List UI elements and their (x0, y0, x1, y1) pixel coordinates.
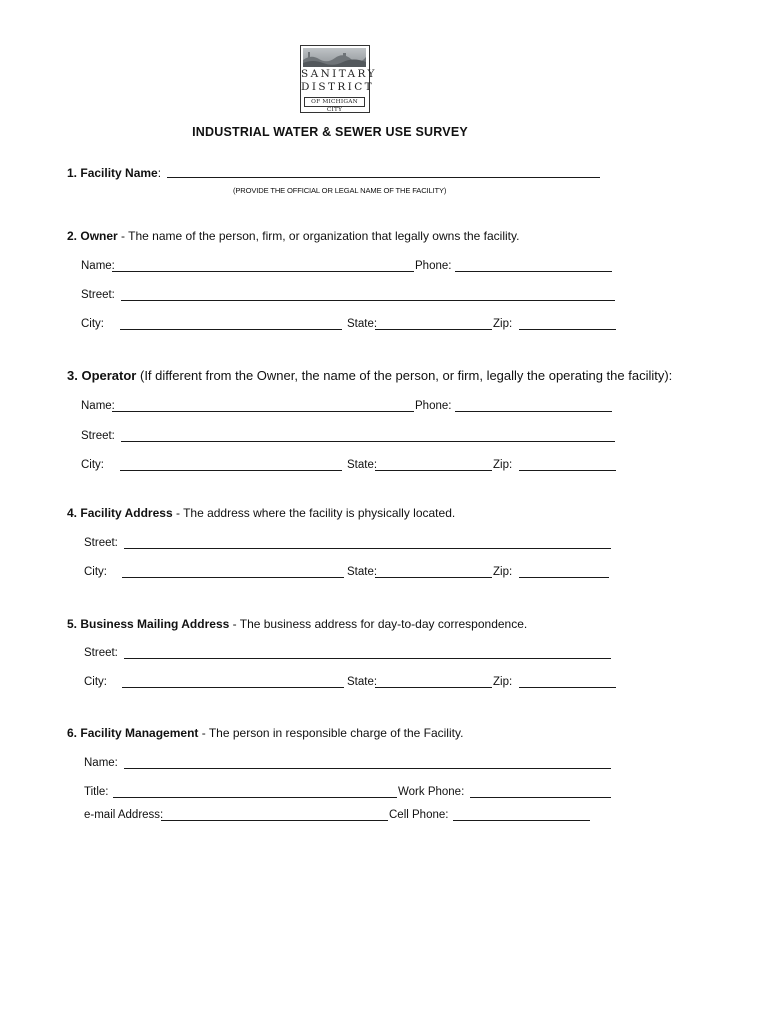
section6-heading (67, 726, 463, 741)
mailing-street-label: Street: (84, 647, 118, 659)
mailing-zip-label: Zip: (493, 676, 513, 688)
manager-work-phone-label: Work Phone: (398, 786, 465, 798)
manager-email-field[interactable] (161, 820, 388, 821)
section6-title: Facility Management (80, 726, 199, 740)
facility-street-field[interactable] (124, 548, 611, 549)
operator-city-label: City: (81, 459, 104, 471)
section4-title: Facility Address (80, 506, 173, 520)
section3-heading (67, 368, 672, 383)
section2-number: 2. (67, 229, 78, 243)
operator-phone-label: Phone: (415, 400, 452, 412)
facility-street-label: Street: (84, 537, 118, 549)
page-title: INDUSTRIAL WATER & SEWER USE SURVEY (192, 125, 468, 139)
owner-phone-field[interactable] (455, 271, 612, 272)
manager-cell-phone-label: Cell Phone: (389, 809, 449, 821)
section4-heading (67, 506, 455, 521)
owner-street-field[interactable] (121, 300, 615, 301)
operator-city-field[interactable] (120, 470, 342, 471)
facility-state-label: State: (347, 566, 378, 578)
operator-zip-label: Zip: (493, 459, 513, 471)
facility-city-label: City: (84, 566, 107, 578)
section5-description: - The business address for day-to-day correspondence. (229, 617, 528, 631)
owner-state-field[interactable] (375, 329, 492, 330)
mailing-zip-field[interactable] (519, 687, 616, 688)
owner-street-label: Street: (81, 289, 115, 301)
facility-city-field[interactable] (122, 577, 344, 578)
owner-state-label: State: (347, 318, 378, 330)
section5-heading (67, 617, 527, 632)
operator-street-field[interactable] (121, 441, 615, 442)
mailing-city-field[interactable] (122, 687, 344, 688)
manager-cell-phone-field[interactable] (453, 820, 590, 821)
section1-heading (67, 166, 161, 181)
operator-state-label: State: (347, 459, 378, 471)
sanitary-district-logo (300, 45, 377, 113)
owner-zip-label: Zip: (493, 318, 513, 330)
section4-number: 4. (67, 506, 78, 520)
section2-description: - The name of the person, firm, or organization that legally owns the facility. (117, 229, 520, 243)
facility-zip-label: Zip: (493, 566, 513, 578)
manager-title-field[interactable] (113, 797, 397, 798)
section6-number: 6. (67, 726, 78, 740)
section2-title: Owner (80, 229, 118, 243)
section3-number: 3. (67, 368, 78, 383)
mailing-state-field[interactable] (375, 687, 492, 688)
owner-name-label: Name: (81, 260, 115, 272)
section3-title: Operator (81, 368, 137, 383)
owner-phone-label: Phone: (415, 260, 452, 272)
logo-text-district: DISTRICT (301, 81, 375, 93)
owner-city-label: City: (81, 318, 104, 330)
operator-zip-field[interactable] (519, 470, 616, 471)
facility-state-field[interactable] (375, 577, 492, 578)
operator-street-label: Street: (81, 430, 115, 442)
section1-title: Facility Name (80, 166, 158, 180)
operator-name-field[interactable] (112, 411, 414, 412)
manager-work-phone-field[interactable] (470, 797, 611, 798)
mailing-city-label: City: (84, 676, 107, 688)
operator-state-field[interactable] (375, 470, 492, 471)
section3-description: (If different from the Owner, the name of the person, or firm, legally the operating the facility): (136, 368, 673, 383)
skyline-graphic (303, 48, 366, 67)
section1-colon: : (157, 166, 162, 180)
mailing-street-field[interactable] (124, 658, 611, 659)
manager-name-label: Name: (84, 757, 118, 769)
facility-name-note: (PROVIDE THE OFFICIAL OR LEGAL NAME OF THE FACILITY) (233, 186, 447, 195)
section5-number: 5. (67, 617, 78, 631)
owner-name-field[interactable] (112, 271, 414, 272)
logo-text-sanitary: SANITARY (301, 68, 377, 80)
operator-name-label: Name: (81, 400, 115, 412)
manager-title-label: Title: (84, 786, 109, 798)
manager-email-label: e-mail Address: (84, 809, 164, 821)
section2-heading (67, 229, 519, 244)
manager-name-field[interactable] (124, 768, 611, 769)
owner-city-field[interactable] (120, 329, 342, 330)
facility-name-field[interactable] (167, 177, 600, 178)
section4-description: - The address where the facility is physically located. (172, 506, 456, 520)
owner-zip-field[interactable] (519, 329, 616, 330)
section1-number: 1. (67, 166, 78, 180)
facility-zip-field[interactable] (519, 577, 609, 578)
section6-description: - The person in responsible charge of the Facility. (198, 726, 464, 740)
mailing-state-label: State: (347, 676, 378, 688)
logo-text-michigan-city: OF MICHIGAN CITY (304, 97, 365, 107)
section5-title: Business Mailing Address (80, 617, 230, 631)
operator-phone-field[interactable] (455, 411, 612, 412)
